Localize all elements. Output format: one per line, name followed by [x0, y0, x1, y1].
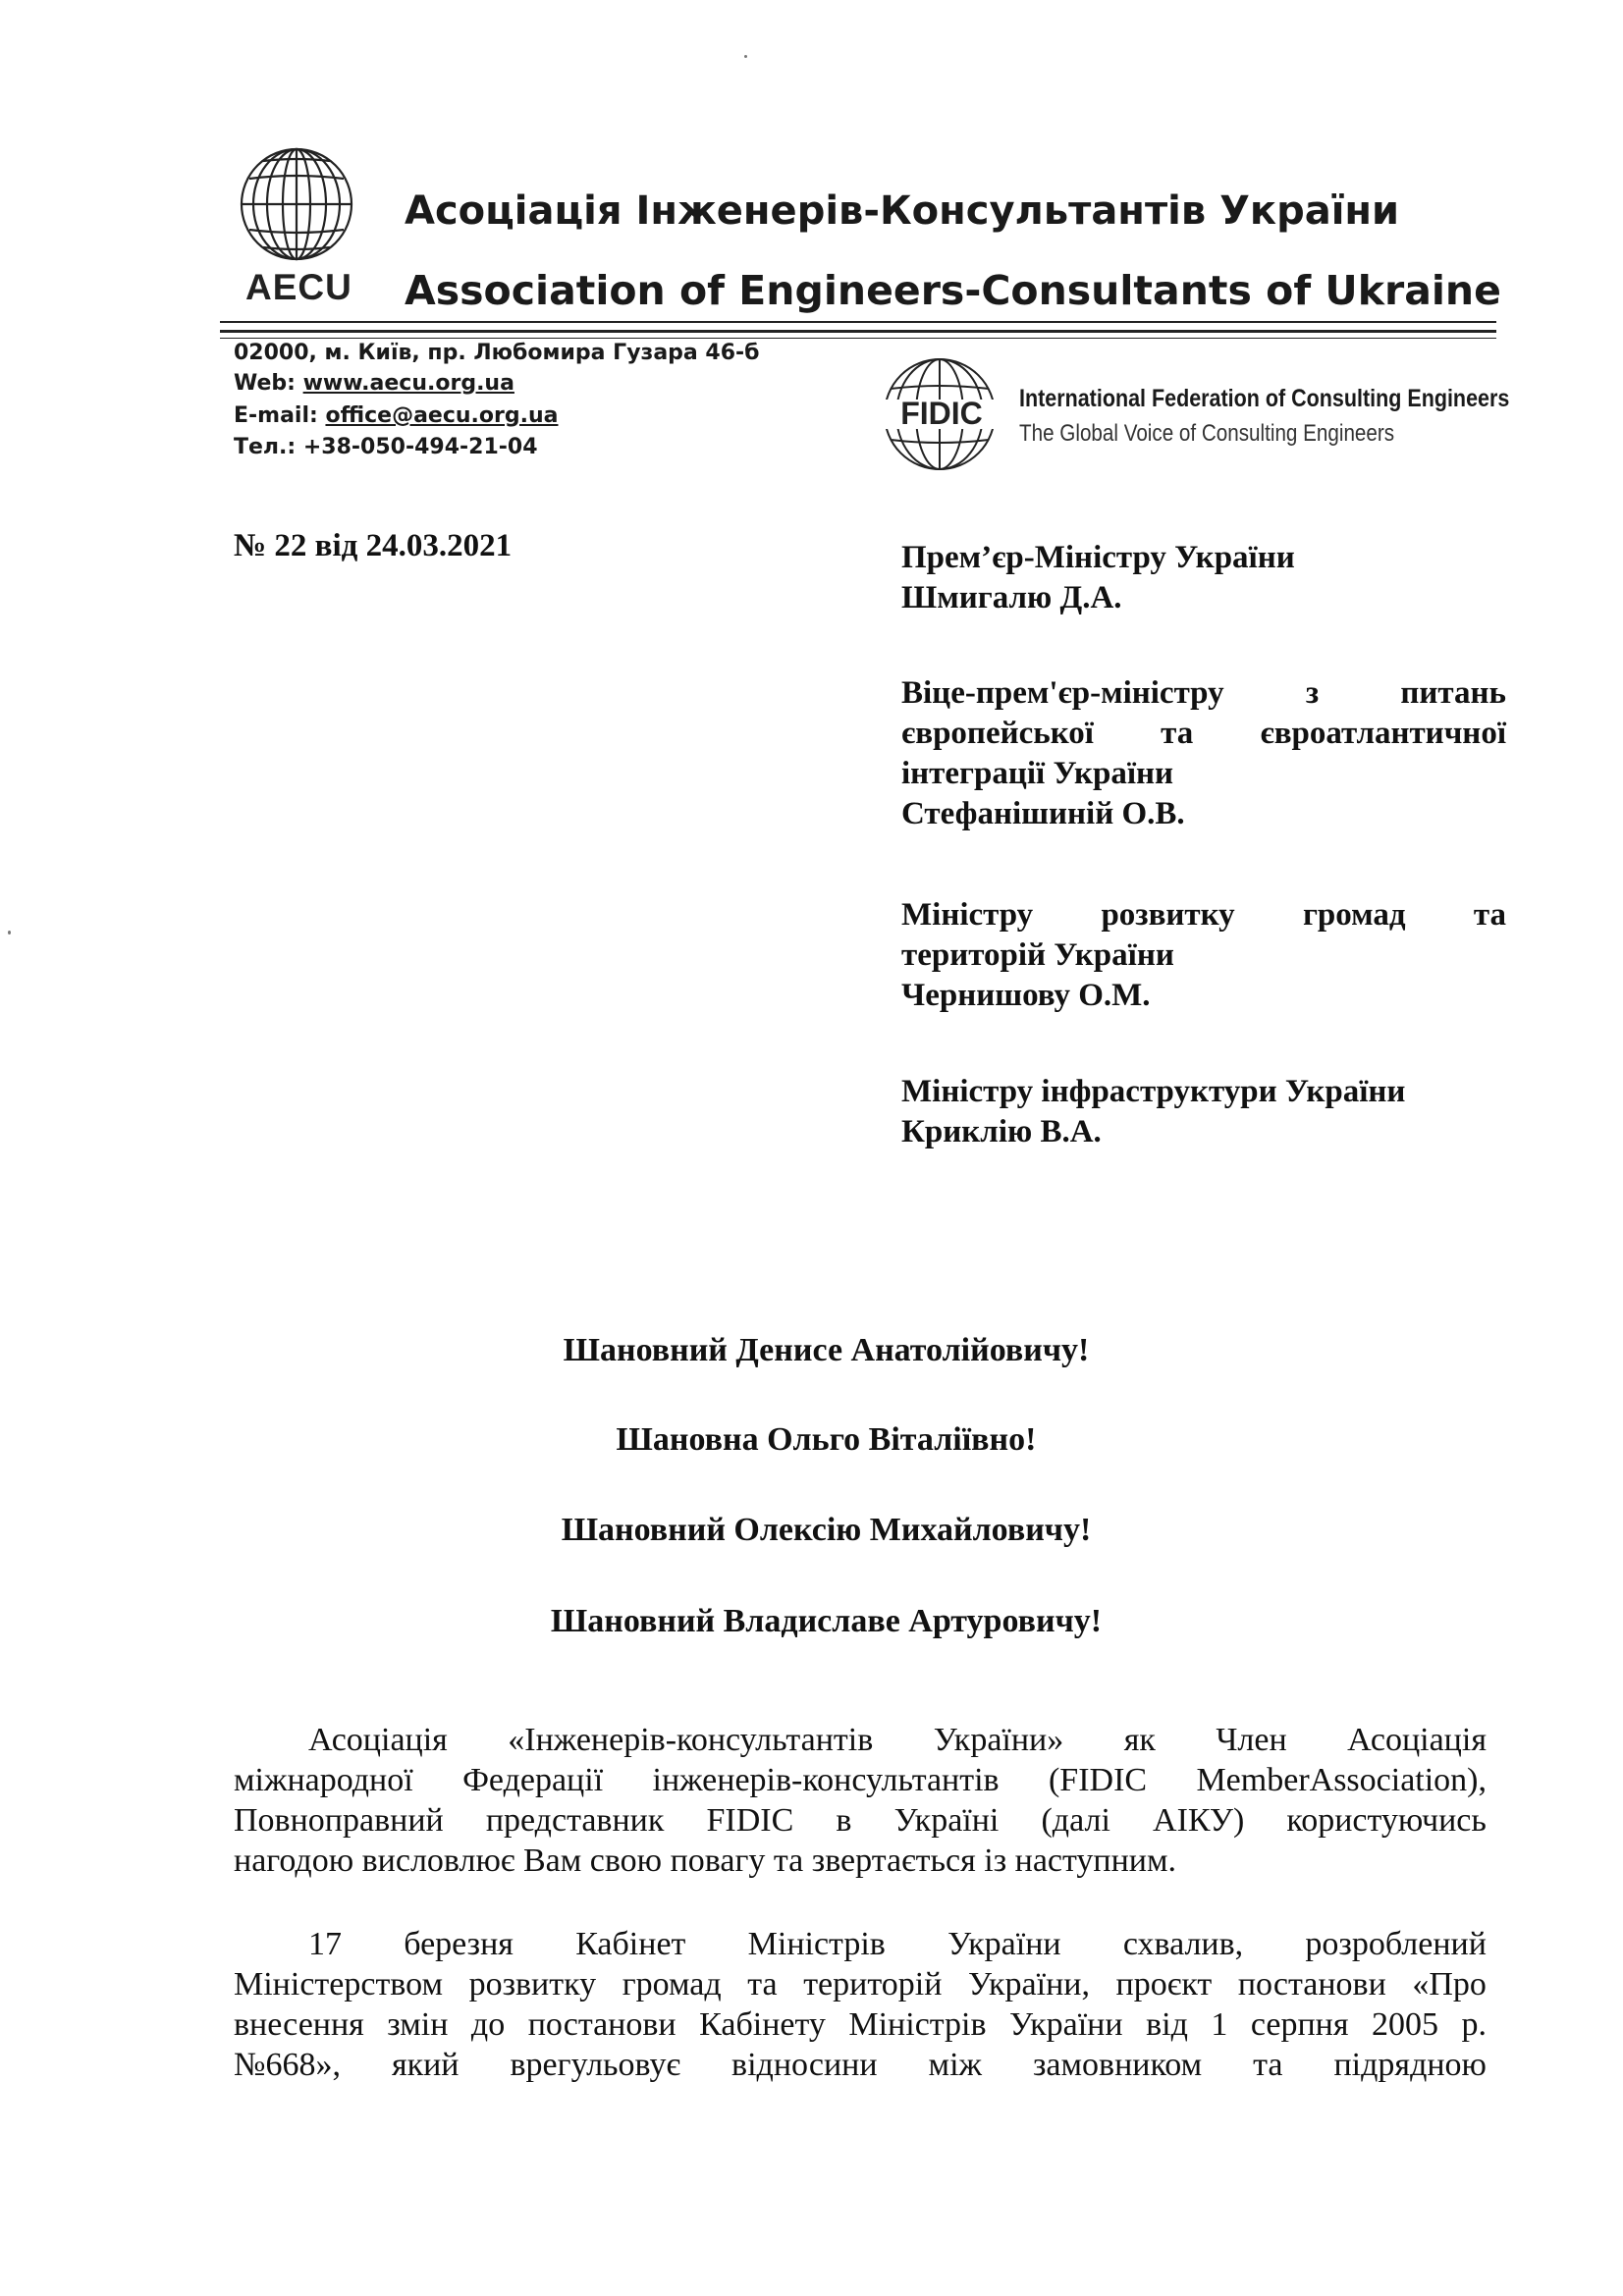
word: Україні — [893, 1802, 1000, 1839]
word: Повноправний — [234, 1802, 444, 1839]
word: який — [391, 2047, 460, 2083]
email-link[interactable]: office@aecu.org.ua — [325, 403, 559, 428]
fidic-tagline: The Global Voice of Consulting Engineers — [1019, 420, 1395, 447]
paragraph-line: нагодою висловлює Вам свою повагу та звертається із наступним. — [234, 1842, 1177, 1879]
word: з — [1305, 675, 1320, 711]
paragraph-line — [234, 2045, 1487, 2085]
word: громад — [1302, 897, 1406, 933]
word: 1 — [1211, 2006, 1228, 2043]
word: євроатлантичної — [1260, 716, 1506, 751]
word: України» — [933, 1722, 1064, 1758]
word: Член — [1216, 1722, 1287, 1758]
word: до — [470, 2006, 506, 2043]
word: та — [747, 1966, 778, 2002]
word: громад — [622, 1966, 722, 2002]
addressee-line: Прем’єр-Міністру України — [901, 540, 1295, 575]
org-name-ukrainian: Асоціація Інженерів-Консультантів України — [405, 188, 1400, 234]
addressee-vice-prime-minister — [901, 673, 1506, 834]
word: Асоціація — [1347, 1722, 1487, 1758]
word: від — [1146, 2006, 1188, 2043]
word: підрядною — [1333, 2047, 1487, 2083]
word: користуючись — [1286, 1802, 1487, 1839]
contact-email — [234, 403, 558, 428]
word: Міністру — [901, 897, 1034, 933]
word: та — [1253, 2047, 1283, 2083]
addressee-line: Міністру інфраструктури України — [901, 1074, 1406, 1109]
word: Кабінет — [575, 1926, 686, 1962]
word: Віце-прем'єр-міністру — [901, 675, 1224, 711]
word: FIDIC — [706, 1802, 794, 1839]
salutation: Шановний Владиславе Артуровичу! — [550, 1603, 1103, 1639]
word: схвалив, — [1122, 1926, 1244, 1962]
addressee-line — [901, 714, 1506, 754]
scan-speck — [8, 931, 11, 934]
word: України, — [967, 1966, 1090, 2002]
paragraph-line — [234, 1720, 1487, 1760]
paragraph-line — [234, 1924, 1487, 1964]
fidic-logo-text: FIDIC — [900, 396, 983, 431]
word: інженерів-консультантів — [652, 1762, 1000, 1798]
word: 17 — [308, 1926, 342, 1962]
addressee-line — [901, 673, 1506, 714]
word: територій — [803, 1966, 943, 2002]
word: Кабінету — [699, 2006, 826, 2043]
fidic-name: International Federation of Consulting Engineers — [1019, 385, 1510, 412]
word: між — [928, 2047, 982, 2083]
paragraph-line — [234, 2004, 1487, 2045]
word: березня — [404, 1926, 514, 1962]
word: Асоціація — [308, 1722, 448, 1758]
word: проєкт — [1115, 1966, 1213, 2002]
word: Міністрів — [747, 1926, 886, 1962]
addressee-prime-minister — [901, 538, 1506, 618]
contact-web-label: Web: — [234, 371, 303, 396]
word: розроблений — [1305, 1926, 1487, 1962]
contact-email-label: E-mail: — [234, 403, 326, 428]
contact-web — [234, 371, 514, 396]
contact-address: 02000, м. Київ, пр. Любомира Гузара 46-б — [234, 341, 760, 365]
body-paragraph — [234, 1924, 1487, 2085]
word: розвитку — [468, 1966, 597, 2002]
addressee-line — [901, 895, 1506, 935]
addressee-line: територій України — [901, 937, 1174, 973]
aecu-globe-logo — [238, 145, 355, 263]
word: України — [947, 1926, 1061, 1962]
word: серпня — [1250, 2006, 1349, 2043]
word: (FIDIC — [1048, 1762, 1148, 1798]
word: Федерації — [462, 1762, 604, 1798]
addressee-line: Шмигалю Д.А. — [901, 580, 1122, 615]
word: «Інженерів-консультантів — [508, 1722, 874, 1758]
word: постанови — [527, 2006, 676, 2043]
word: №668», — [234, 2047, 341, 2083]
fidic-logo — [877, 353, 1006, 475]
body-paragraph — [234, 1720, 1487, 1881]
word: розвитку — [1101, 897, 1235, 933]
org-name-english: Association of Engineers-Consultants of Ukraine — [405, 267, 1501, 314]
contact-phone: Тел.: +38-050-494-21-04 — [234, 435, 538, 459]
word: постанови — [1237, 1966, 1386, 2002]
word: врегульовує — [510, 2047, 681, 2083]
paragraph-line — [234, 1760, 1487, 1800]
word: відносини — [731, 2047, 878, 2083]
word: європейської — [901, 716, 1094, 751]
salutation: Шановна Ольго Віталіївно! — [616, 1421, 1037, 1458]
word: Міністерством — [234, 1966, 443, 2002]
word: представник — [485, 1802, 665, 1839]
word: 2005 — [1371, 2006, 1438, 2043]
word: Міністрів — [848, 2006, 987, 2043]
salutation: Шановний Денисе Анатолійовичу! — [563, 1332, 1090, 1368]
word: України — [1009, 2006, 1123, 2043]
word: як — [1123, 1722, 1156, 1758]
addressee-minister-infrastructure — [901, 1072, 1506, 1152]
word: АІКУ) — [1153, 1802, 1245, 1839]
word: питань — [1400, 675, 1506, 711]
word: та — [1473, 897, 1506, 933]
addressee-line: Чернишову О.М. — [901, 978, 1151, 1013]
scan-speck — [744, 55, 747, 58]
addressee-line: інтеграції України — [901, 756, 1174, 791]
letter-reference-number: № 22 від 24.03.2021 — [234, 528, 513, 563]
addressee-line: Стефанішиній О.В. — [901, 796, 1185, 831]
word: міжнародної — [234, 1762, 413, 1798]
salutation: Шановний Олексію Михайловичу! — [561, 1512, 1092, 1548]
word: та — [1161, 716, 1194, 751]
word: змін — [387, 2006, 449, 2043]
website-link[interactable]: www.aecu.org.ua — [302, 371, 514, 396]
word: MemberAssociation), — [1196, 1762, 1487, 1798]
word: внесення — [234, 2006, 364, 2043]
word: в — [836, 1802, 852, 1839]
addressee-minister-communities — [901, 895, 1506, 1016]
header-divider-thin — [220, 321, 1496, 323]
addressee-line: Криклію В.А. — [901, 1114, 1102, 1149]
paragraph-line — [234, 1964, 1487, 2004]
header-divider-thick — [220, 330, 1496, 333]
word: (далі — [1041, 1802, 1110, 1839]
word: «Про — [1412, 1966, 1487, 2002]
header-divider-bottom — [220, 338, 1496, 339]
word: замовником — [1032, 2047, 1203, 2083]
word: р. — [1461, 2006, 1487, 2043]
paragraph-line — [234, 1800, 1487, 1841]
org-abbreviation: AECU — [245, 267, 352, 307]
